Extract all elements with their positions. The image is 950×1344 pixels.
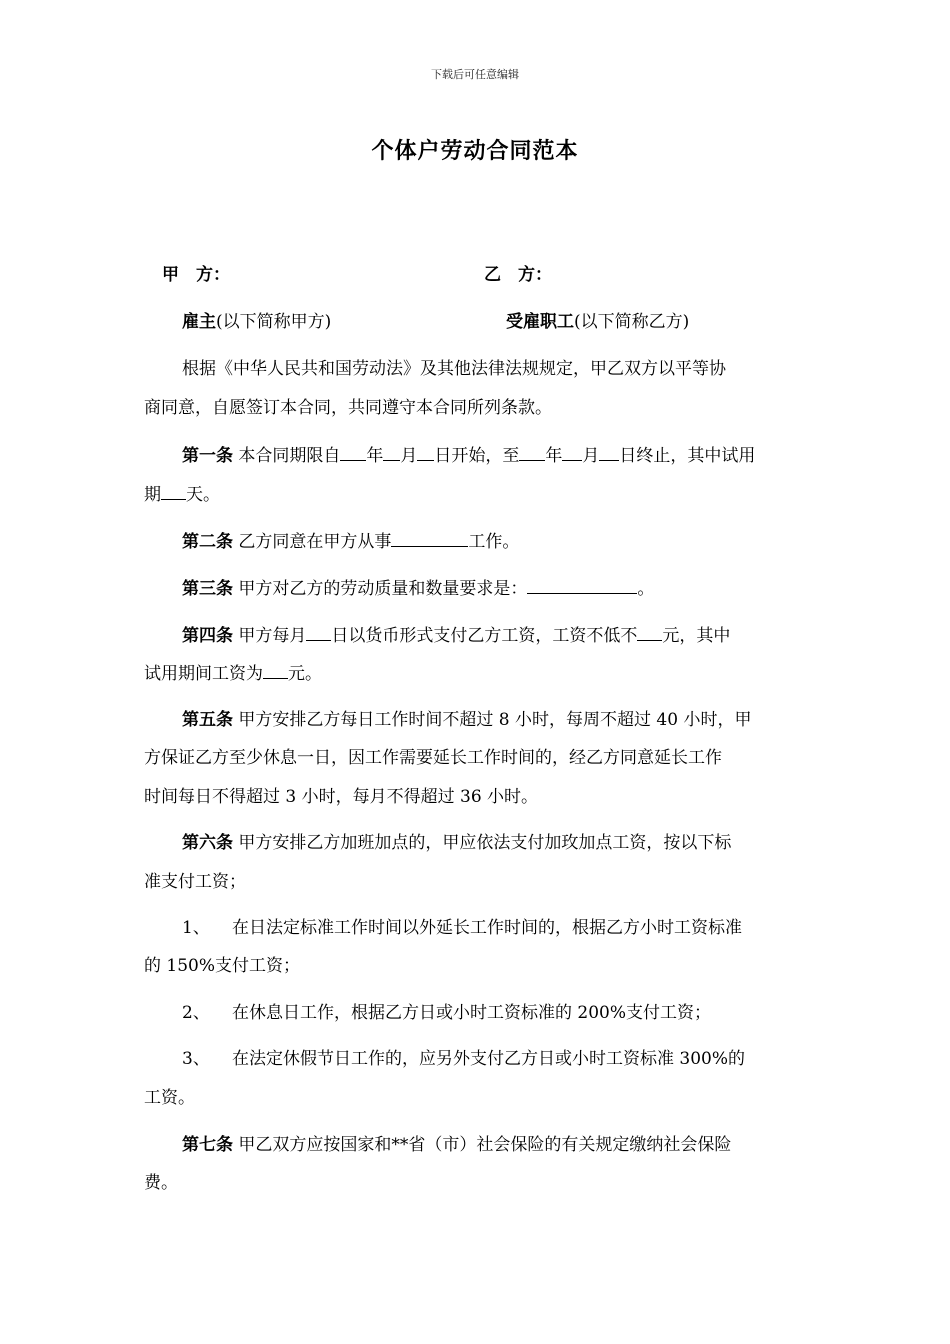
article-1-text: 期 xyxy=(144,485,161,505)
article-7-line-2: 费。 xyxy=(144,1173,178,1193)
article-6-line-2: 准支付工资； xyxy=(144,872,246,892)
article-6-item-1-cont: 的 150%支付工资； xyxy=(144,956,301,976)
list-item-number: 3、 xyxy=(182,1049,210,1069)
blank-work-requirements xyxy=(527,576,637,594)
article-1-text: 月 xyxy=(400,446,418,466)
article-2-text: 工作。 xyxy=(468,532,520,552)
blank-start-year xyxy=(340,443,366,461)
article-6-item-2 xyxy=(182,1002,711,1024)
article-1-text: 月 xyxy=(582,446,600,466)
intro-line-1: 根据《中华人民共和国劳动法》及其他法律法规规定，甲乙双方以平等协 xyxy=(182,359,726,379)
party-b-label: 乙 方： xyxy=(484,265,552,285)
article-1-line-1 xyxy=(182,443,755,467)
article-7-line-1 xyxy=(182,1134,731,1156)
article-6-item-1 xyxy=(182,917,742,939)
article-1-text: 日终止，其中试用 xyxy=(619,446,756,466)
article-2-line-1 xyxy=(182,529,519,553)
article-5-heading: 第五条 xyxy=(182,710,233,730)
article-7-text: 甲乙双方应按国家和**省（市）社会保险的有关规定缴纳社会保险 xyxy=(233,1135,732,1155)
blank-pay-day xyxy=(306,623,331,641)
article-5-line-2: 方保证乙方至少休息一日，因工作需要延长工作时间的，经乙方同意延长工作 xyxy=(144,748,722,768)
article-1-text: 年 xyxy=(545,446,563,466)
blank-minimum-wage xyxy=(637,623,662,641)
article-4-text: 甲方每月 xyxy=(233,626,307,646)
list-item-text: 在日法定标准工作时间以外延长工作时间的，根据乙方小时工资标准 xyxy=(232,918,742,938)
party-a-role-desc: (以下简称甲方) xyxy=(216,312,332,332)
article-4-line-1 xyxy=(182,623,730,647)
article-3-text: 甲方对乙方的劳动质量和数量要求是： xyxy=(233,579,528,599)
article-1-text: 天。 xyxy=(186,485,220,505)
article-6-item-3-cont: 工资。 xyxy=(144,1088,195,1108)
article-6-item-3 xyxy=(182,1048,745,1070)
blank-end-day xyxy=(599,443,619,461)
article-1-text: 本合同期限自 xyxy=(233,446,341,466)
document-title: 个体户劳动合同范本 xyxy=(371,138,579,164)
list-item-number: 2、 xyxy=(182,1003,210,1023)
blank-end-year xyxy=(519,443,545,461)
article-4-text: 日以货币形式支付乙方工资，工资不低不 xyxy=(331,626,638,646)
article-1-heading: 第一条 xyxy=(182,446,233,466)
party-b-role xyxy=(506,311,689,333)
blank-job-title xyxy=(391,529,468,547)
article-5-line-1 xyxy=(182,709,751,731)
blank-end-month xyxy=(562,443,582,461)
article-4-heading: 第四条 xyxy=(182,626,233,646)
article-3-line-1 xyxy=(182,576,654,600)
blank-probation-days xyxy=(161,482,186,500)
article-6-heading: 第六条 xyxy=(182,833,233,853)
party-b-role-title: 受雇职工 xyxy=(506,312,574,332)
article-1-text: 年 xyxy=(366,446,384,466)
party-b-role-desc: (以下简称乙方) xyxy=(574,312,690,332)
list-item-text: 在休息日工作，根据乙方日或小时工资标准的 200%支付工资； xyxy=(232,1003,712,1023)
list-item-text: 在法定休假节日工作的，应另外支付乙方日或小时工资标准 300%的 xyxy=(232,1049,746,1069)
list-item-number: 1、 xyxy=(182,918,210,938)
party-a-label: 甲 方： xyxy=(162,265,230,285)
blank-probation-wage xyxy=(263,661,288,679)
article-7-heading: 第七条 xyxy=(182,1135,233,1155)
party-a-role-title: 雇主 xyxy=(182,312,216,332)
article-1-text: 日开始，至 xyxy=(434,446,520,466)
article-2-text: 乙方同意在甲方从事 xyxy=(233,532,392,552)
article-4-text: 试用期间工资为 xyxy=(144,664,263,684)
blank-start-day xyxy=(417,443,434,461)
blank-start-month xyxy=(383,443,400,461)
article-4-text: 元，其中 xyxy=(662,626,731,646)
article-3-text: 。 xyxy=(637,579,655,599)
article-6-text: 甲方安排乙方加班加点的，甲应依法支付加玫加点工资，按以下标 xyxy=(233,833,732,853)
article-1-line-2 xyxy=(144,482,220,506)
party-a-role xyxy=(182,311,331,333)
intro-line-2: 商同意，自愿签订本合同，共同遵守本合同所列条款。 xyxy=(144,398,552,418)
article-4-line-2 xyxy=(144,661,322,685)
article-2-heading: 第二条 xyxy=(182,532,233,552)
article-4-text: 元。 xyxy=(288,664,322,684)
article-5-text: 甲方安排乙方每日工作时间不超过 8 小时，每周不超过 40 小时，甲 xyxy=(233,710,752,730)
article-6-line-1 xyxy=(182,832,731,854)
article-3-heading: 第三条 xyxy=(182,579,233,599)
page-header-note: 下载后可任意编辑 xyxy=(431,68,519,81)
article-5-line-3: 时间每日不得超过 3 小时，每月不得超过 36 小时。 xyxy=(144,787,539,807)
